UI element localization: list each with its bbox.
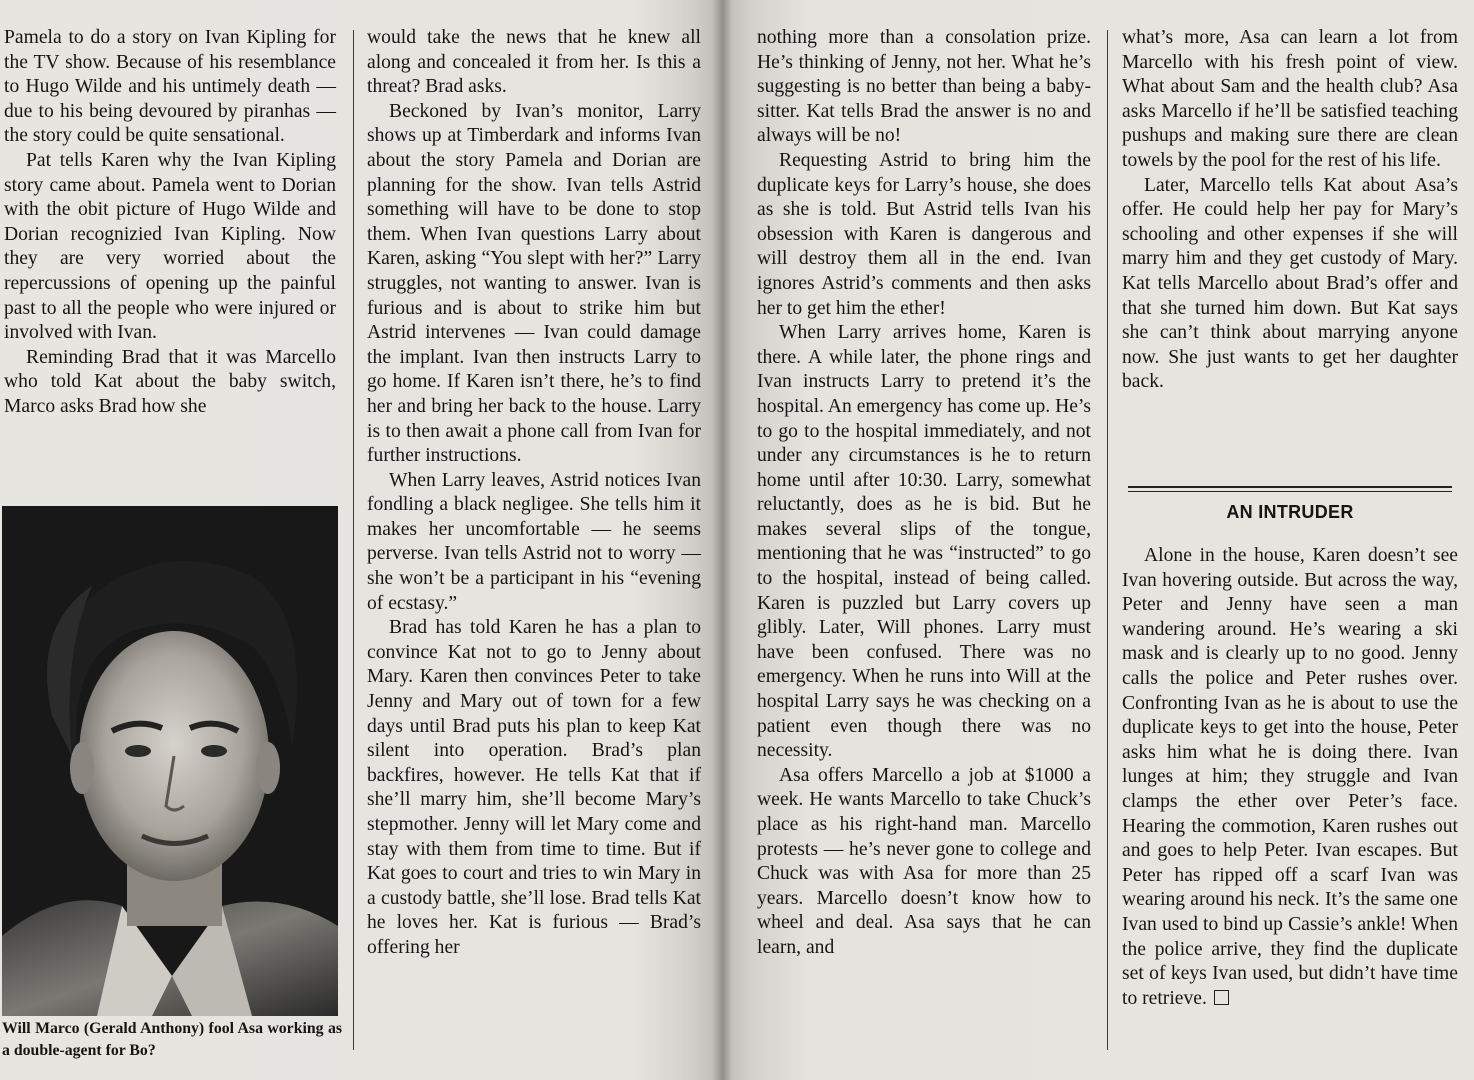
article-column-4-continued — [1122, 544, 1458, 1011]
photo-caption: Will Marco (Gerald Anthony) fool Asa working as a double-agent for Bo? — [2, 1020, 342, 1059]
article-column-4 — [1122, 26, 1458, 395]
paragraph: When Larry leaves, Astrid notices Ivan fondling a black negligee. She tells him it makes her uncomfortable — he seems perverse. Ivan tells Astrid not to worry — she won’t be a participant in his “evening of ecstasy.” — [367, 469, 701, 614]
heading-rule — [1128, 486, 1452, 488]
paragraph: Requesting Astrid to bring him the duplicate keys for Larry’s house, she does as she is told. But Astrid tells Ivan his obsession with Karen is dangerous and will destroy them all in the end. Ivan ignores Astrid’s comments and then asks her to get him the ether! — [757, 149, 1091, 319]
article-column-1 — [4, 26, 336, 420]
end-mark-icon — [1214, 990, 1229, 1005]
paragraph: nothing more than a consolation prize. He’s thinking of Jenny, not her. What he’s suggesting is no better than being a baby-sitter. Kat tells Brad the answer is no and always will be no! — [757, 27, 1091, 147]
column-rule — [353, 30, 354, 1050]
paragraph: When Larry arrives home, Karen is there. A while later, the phone rings and Ivan instructs Larry to pretend it’s the hospital. An emergency has come up. He’s to go to the hospital immediately, and not under any circumstances is he to return home until after 10:30. Larry, somewhat reluctantly, does as he is bid. But he makes several slips of the tongue, mentioning that he was “instructed” to go to the hospital, instead of being called. Karen is puzzled but Larry covers up glibly. Later, Will phones. Larry must have been confused. There was no emergency. When he runs into Will at the hospital Larry says he was checking on a patient even though there was no necessity. — [757, 322, 1091, 762]
paragraph: Pat tells Karen why the Ivan Kipling story came about. Pamela went to Dorian with the obit picture of Hugo Wilde and Dorian recognizied Ivan Kipling. Now they are very worried about the repercussions of opening up the painful past to all the people who were injured or involved with Ivan. — [4, 149, 336, 344]
section-heading — [1128, 486, 1452, 523]
paragraph: what’s more, Asa can learn a lot from Marcello with his fresh point of view. What about Sam and the health club? Asa asks Marcello if he’ll be satisfied teaching pushups and making sure there are clean towels by the pool for the rest of his life. — [1122, 27, 1458, 171]
article-column-2 — [367, 26, 701, 961]
paragraph — [1122, 544, 1458, 1011]
paragraph: Later, Marcello tells Kat about Asa’s offer. He could help her pay for Mary’s schooling and other expenses if she will marry him and they get custody of Mary. Kat tells Marcello about Brad’s offer and that she turned him down. But Kat says she can’t think about marrying anyone now. She just wants to get her daughter back. — [1122, 174, 1458, 393]
paragraph-text: Alone in the house, Karen doesn’t see Ivan hovering outside. But across the way, Peter and Jenny have seen a man wandering around. He’s wearing a ski mask and is clearly up to no good. Jenny calls the police and Peter rushes over. Confronting Ivan as he is about to use the duplicate keys to get into the house, Peter asks him what he is doing there. Ivan lunges at him; they struggle and Ivan clamps the ether over Peter’s face. Hearing the commotion, Karen rushes out and goes to help Peter. Ivan escapes. But Peter has ripped off a scarf Ivan was wearing around his neck. It’s the same one Ivan used to bind up Cassie’s ankle! When the police arrive, they find the duplicate set of keys Ivan used, but didn’t have time to retrieve. — [1122, 545, 1458, 1009]
paragraph: Pamela to do a story on Ivan Kipling for the TV show. Because of his resemblance to Hugo Wilde and his untimely death — due to his being devoured by piranhas — the story could be quite sensational. — [4, 27, 336, 147]
paragraph: Asa offers Marcello a job at $1000 a week. He wants Marcello to take Chuck’s place as his right-hand man. Marcello protests — he’s never gone to college and Chuck was with Asa for more than 25 years. Marcello doesn’t know how to wheel and deal. Asa says that he can learn, and — [757, 764, 1091, 958]
page-gutter — [712, 0, 732, 1080]
heading-rule — [1128, 491, 1452, 492]
paragraph: Beckoned by Ivan’s monitor, Larry shows up at Timberdark and informs Ivan about the story Pamela and Dorian are planning for the show. Ivan tells Astrid something will have to be done to stop them. When Ivan questions Larry about Karen, asking “You slept with her?” Larry struggles, not wanting to answer. Ivan is furious and is about to strike him but Astrid intervenes — Ivan could damage the implant. Ivan then instructs Larry to go home. If Karen isn’t there, he’s to find her and bring her back to the house. Larry is to then await a phone call from Ivan for further instructions. — [367, 100, 701, 467]
paragraph: Brad has told Karen he has a plan to convince Kat not to go to Jenny about Mary. Karen then convinces Peter to take Jenny and Mary out of town for a few days until Brad puts his plan to keep Kat silent into operation. Brad’s plan backfires, however. He tells Kat that if she’ll marry him, she’ll become Mary’s stepmother. Jenny will let Mary come and stay with them from time to time. But if Kat goes to court and tries to win Mary in a custody battle, she’ll lose. Brad tells Kat he loves her. Kat is furious — Brad’s offering her — [367, 617, 701, 958]
article-column-3 — [757, 26, 1091, 961]
section-title: AN INTRUDER — [1226, 502, 1354, 522]
column-rule — [1107, 30, 1108, 1050]
actor-photo — [2, 506, 338, 1016]
paragraph: would take the news that he knew all along and concealed it from her. Is this a threat? Brad asks. — [367, 27, 701, 98]
paragraph: Reminding Brad that it was Marcello who told Kat about the baby switch, Marco asks Brad how she — [4, 346, 336, 417]
